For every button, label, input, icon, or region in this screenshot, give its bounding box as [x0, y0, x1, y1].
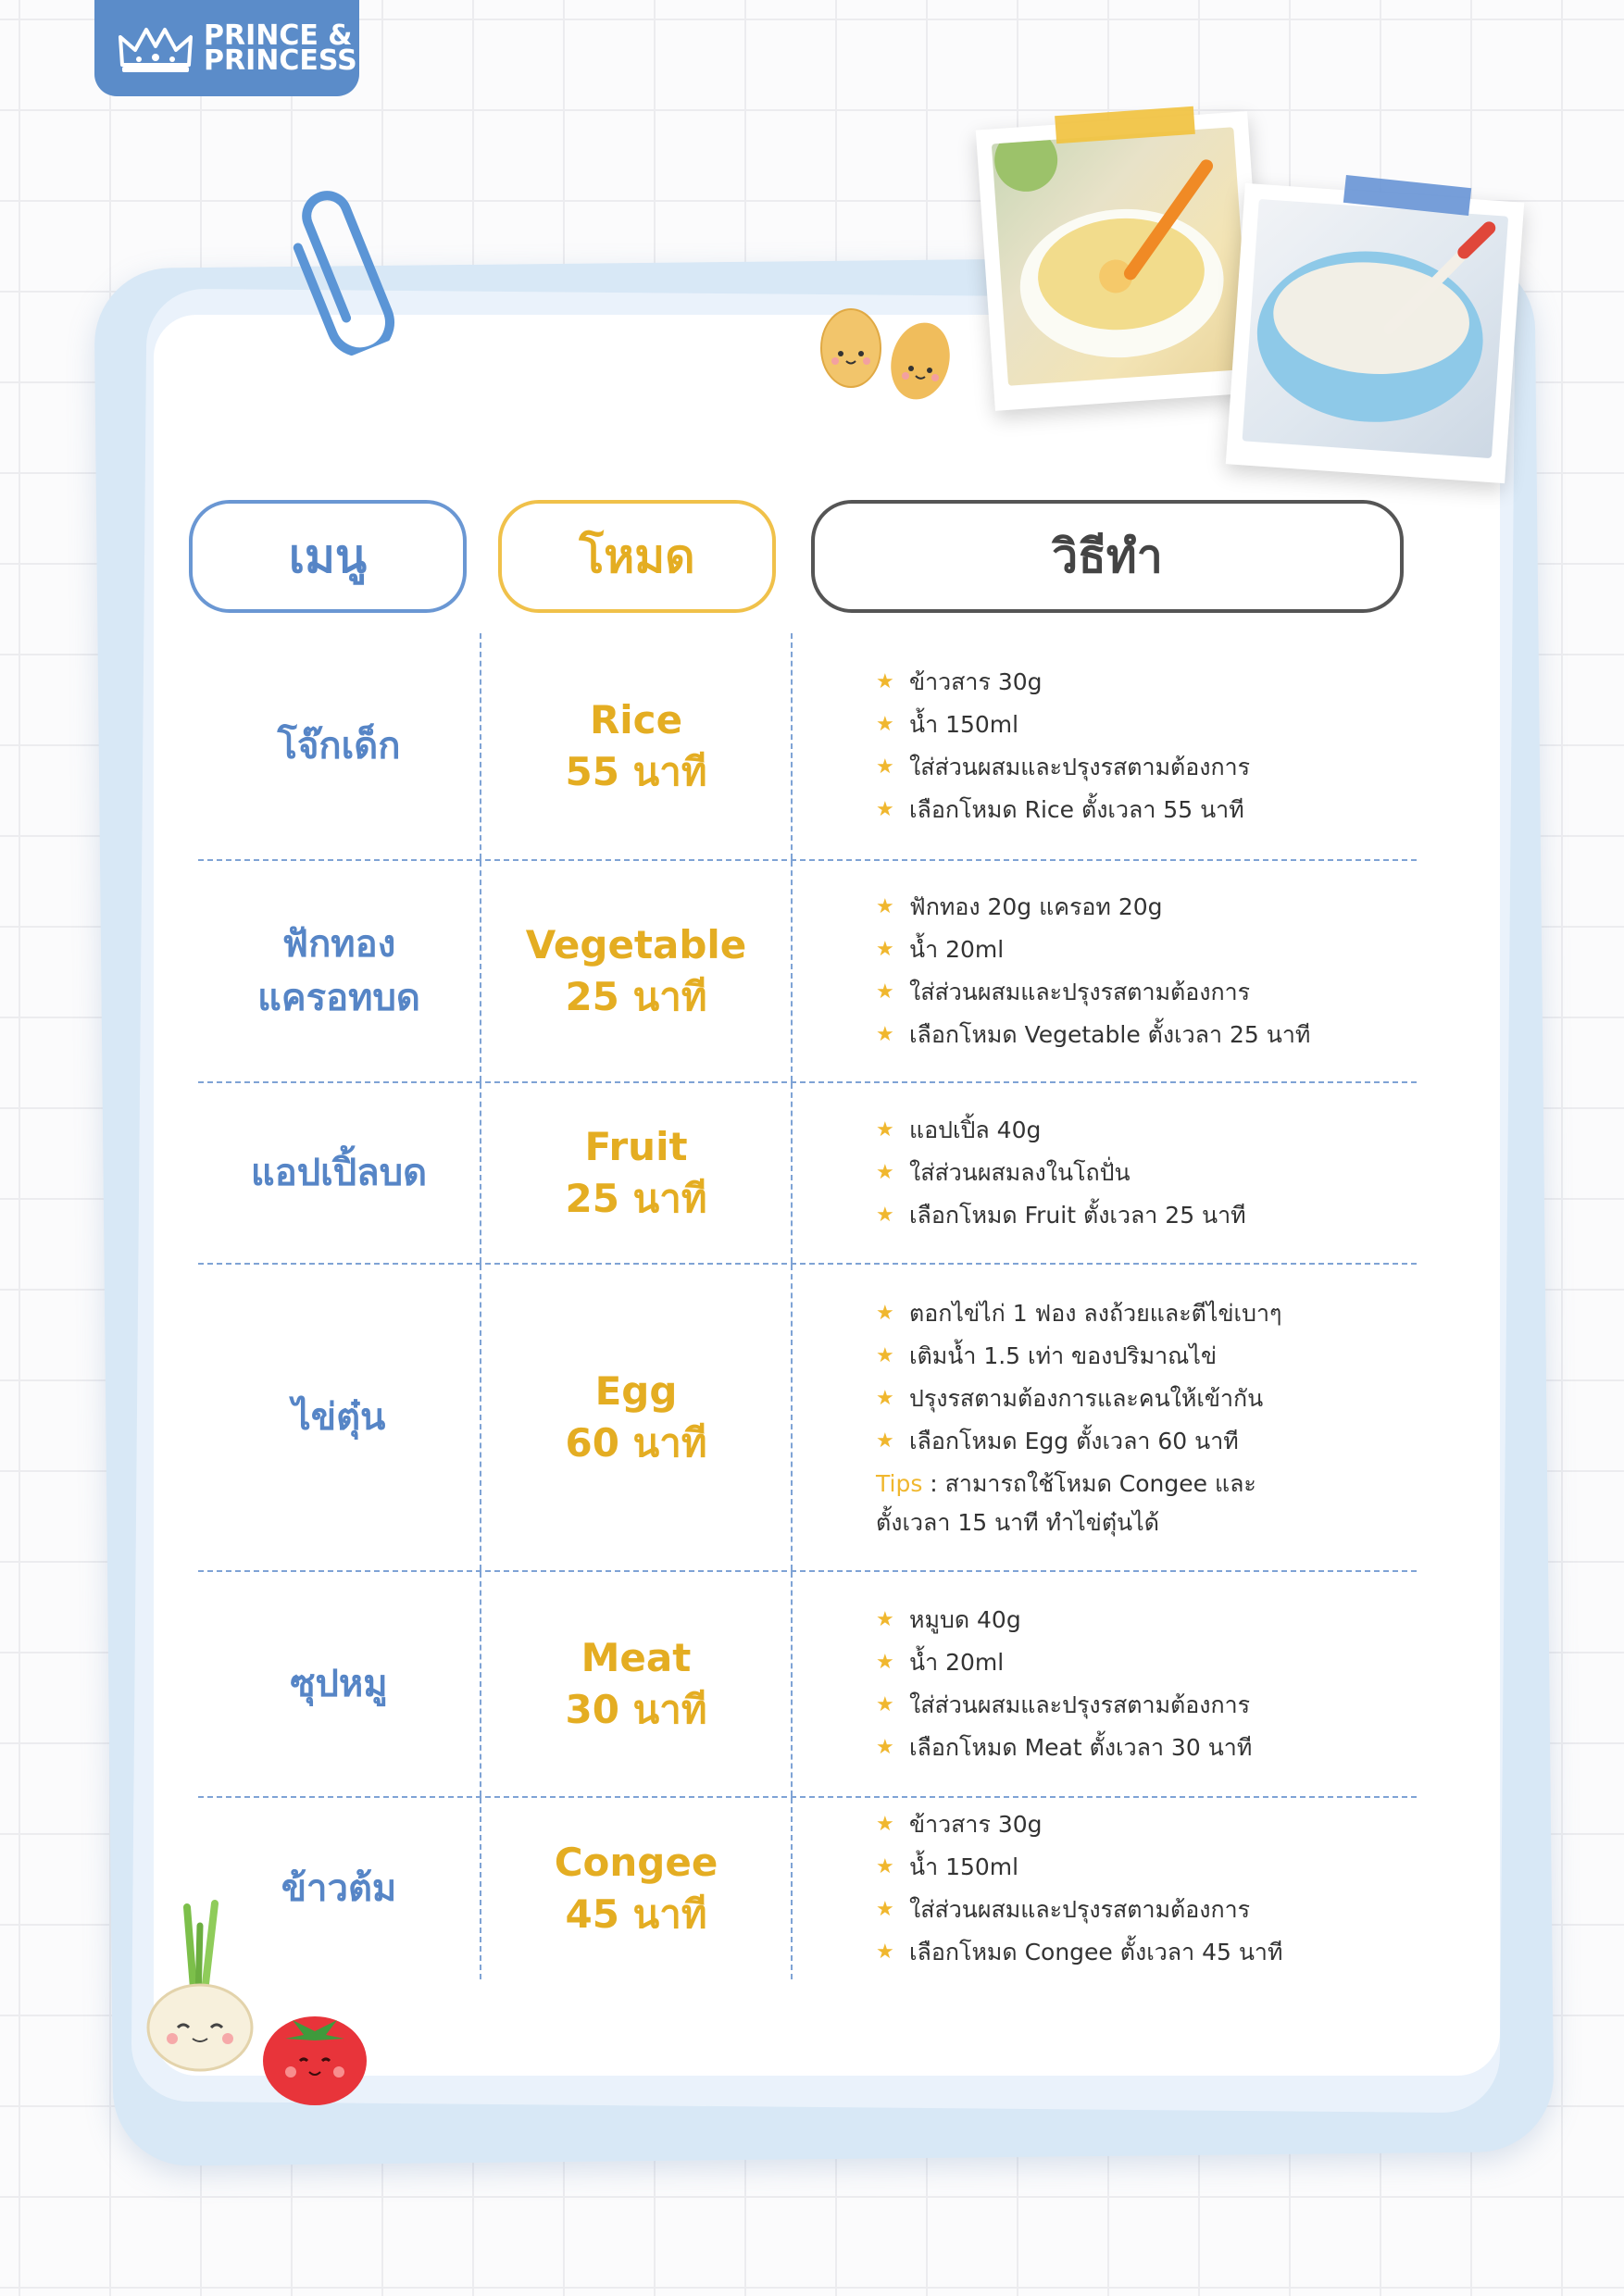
star-bullet-icon: ★	[876, 895, 894, 918]
star-bullet-icon: ★	[876, 1161, 894, 1184]
step-item: ★ เลือกโหมด Congee ตั้งเวลา 45 นาที	[876, 1931, 1282, 1974]
porridge-bowl-illustration	[1243, 199, 1509, 458]
brand-line-2: PRINCESS	[204, 44, 357, 77]
potato-mascot-icon	[817, 306, 885, 389]
mode-time: 25 นาที	[565, 1176, 707, 1221]
star-bullet-icon: ★	[876, 1940, 894, 1964]
step-item: ★ น้ำ 20ml	[876, 1641, 1252, 1684]
star-bullet-icon: ★	[876, 1693, 894, 1716]
photo-apple-puree	[976, 111, 1267, 411]
step-item: ★ ปรุงรสตามต้องการและคนให้เข้ากัน	[876, 1378, 1281, 1420]
menu-name: ซุปหมู	[290, 1663, 388, 1705]
steps-list	[876, 661, 1250, 831]
star-bullet-icon: ★	[876, 755, 894, 779]
menu-name: โจ๊กเด็ก	[277, 725, 401, 767]
brand-name	[204, 19, 357, 77]
star-bullet-icon: ★	[876, 1651, 894, 1674]
potato-mascot-icon	[887, 318, 954, 402]
star-bullet-icon: ★	[876, 1855, 894, 1878]
mode-name: Rice	[589, 697, 683, 742]
step-item: ★ น้ำ 150ml	[876, 704, 1250, 746]
recipe-table	[198, 633, 1417, 1979]
menu-name: ไข่ตุ๋น	[292, 1396, 386, 1439]
tips-text: : สามารถใช้โหมด Congee และ ตั้งเวลา 15 นาที ทำไข่ตุ๋นได้	[876, 1470, 1256, 1536]
step-item: ★ ใส่ส่วนผสมและปรุงรสตามต้องการ	[876, 971, 1310, 1014]
star-bullet-icon: ★	[876, 1813, 894, 1836]
mode-time: 45 นาที	[565, 1891, 707, 1937]
mode-name: Fruit	[584, 1124, 688, 1169]
photo-rice-porridge	[1226, 183, 1524, 483]
star-bullet-icon: ★	[876, 938, 894, 961]
column-header-method: วิธีทำ	[811, 500, 1404, 613]
menu-name: ข้าวต้ม	[281, 1867, 397, 1910]
mode-time: 55 นาที	[565, 749, 707, 794]
step-item: ★ เลือกโหมด Rice ตั้งเวลา 55 นาที	[876, 789, 1250, 831]
mode-time: 30 นาที	[565, 1687, 707, 1732]
star-bullet-icon: ★	[876, 1344, 894, 1367]
steps-list	[876, 1803, 1282, 1974]
mode-name: Egg	[594, 1368, 678, 1414]
steps-list	[876, 886, 1310, 1056]
step-item: ★ ใส่ส่วนผสมและปรุงรสตามต้องการ	[876, 746, 1250, 789]
star-bullet-icon: ★	[876, 713, 894, 736]
brand-logo	[94, 0, 359, 96]
mode-time: 25 นาที	[565, 974, 707, 1019]
star-bullet-icon: ★	[876, 1118, 894, 1142]
tomato-mascot-icon	[259, 2000, 370, 2109]
step-item: ★ น้ำ 150ml	[876, 1846, 1282, 1889]
brand-line-1: PRINCE &	[204, 19, 353, 52]
step-item: ★ หมูบด 40g	[876, 1599, 1252, 1641]
steps-list	[876, 1599, 1252, 1769]
step-item: ★ ตอกไข่ไก่ 1 ฟอง ลงถ้วยและตีไข่เบาๆ	[876, 1292, 1281, 1335]
star-bullet-icon: ★	[876, 1898, 894, 1921]
step-item: ★ น้ำ 20ml	[876, 929, 1310, 971]
mode-time: 60 นาที	[565, 1420, 707, 1466]
table-row	[198, 1083, 1417, 1265]
step-item: ★ เลือกโหมด Vegetable ตั้งเวลา 25 นาที	[876, 1014, 1310, 1056]
steps-list	[876, 1292, 1281, 1463]
table-row	[198, 1798, 1417, 1979]
step-item: ★ ฟักทอง 20g แครอท 20g	[876, 886, 1310, 929]
step-item: ★ ข้าวสาร 30g	[876, 661, 1250, 704]
step-item: ★ เลือกโหมด Meat ตั้งเวลา 30 นาที	[876, 1727, 1252, 1769]
star-bullet-icon: ★	[876, 1608, 894, 1631]
step-item: ★ แอปเปิ้ล 40g	[876, 1109, 1246, 1152]
menu-name: แอปเปิ้ลบด	[250, 1152, 428, 1194]
puree-bowl-illustration	[992, 127, 1251, 386]
step-item: ★ เลือกโหมด Fruit ตั้งเวลา 25 นาที	[876, 1194, 1246, 1237]
star-bullet-icon: ★	[876, 980, 894, 1004]
step-item: ★ เติมน้ำ 1.5 เท่า ของปริมาณไข่	[876, 1335, 1281, 1378]
column-header-menu: เมนู	[189, 500, 467, 613]
mode-name: Congee	[554, 1840, 718, 1885]
column-header-mode: โหมด	[498, 500, 776, 613]
step-item: ★ ใส่ส่วนผสมลงในโถปั่น	[876, 1152, 1246, 1194]
star-bullet-icon: ★	[876, 1736, 894, 1759]
table-row	[198, 1572, 1417, 1798]
step-item: ★ ใส่ส่วนผสมและปรุงรสตามต้องการ	[876, 1684, 1252, 1727]
star-bullet-icon: ★	[876, 1429, 894, 1453]
crown-icon	[117, 20, 194, 76]
star-bullet-icon: ★	[876, 798, 894, 821]
star-bullet-icon: ★	[876, 1204, 894, 1227]
mode-name: Meat	[581, 1635, 692, 1680]
tips-note	[876, 1465, 1281, 1542]
table-row	[198, 1265, 1417, 1572]
steps-list	[876, 1109, 1246, 1237]
step-item: ★ ใส่ส่วนผสมและปรุงรสตามต้องการ	[876, 1889, 1282, 1931]
step-item: ★ ข้าวสาร 30g	[876, 1803, 1282, 1846]
star-bullet-icon: ★	[876, 1387, 894, 1410]
tips-label: Tips	[876, 1470, 923, 1497]
star-bullet-icon: ★	[876, 1023, 894, 1046]
star-bullet-icon: ★	[876, 670, 894, 693]
table-row	[198, 633, 1417, 861]
menu-name: ฟักทอง แครอทบด	[257, 923, 420, 1019]
mode-name: Vegetable	[525, 922, 747, 967]
step-item: ★ เลือกโหมด Egg ตั้งเวลา 60 นาที	[876, 1420, 1281, 1463]
star-bullet-icon: ★	[876, 1302, 894, 1325]
table-row	[198, 861, 1417, 1083]
onion-mascot-icon	[141, 1898, 261, 2074]
